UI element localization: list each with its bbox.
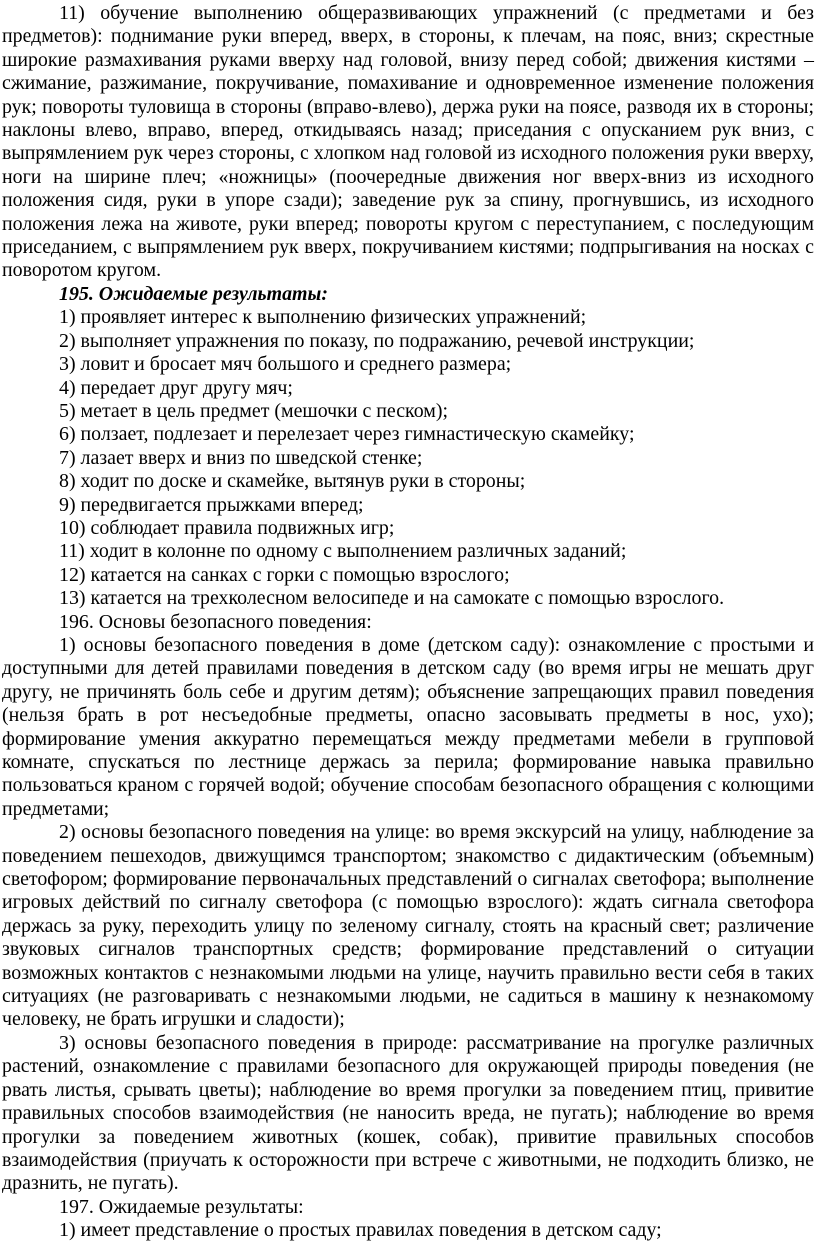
list-item: 1) проявляет интерес к выполнению физических упражнений; [59, 306, 587, 329]
section-196-title: 196. Основы безопасного поведения: [59, 610, 372, 633]
list-item: 5) метает в цель предмет (мешочки с песком); [59, 399, 449, 422]
heading-195-expected-results: 195. Ожидаемые результаты: [59, 282, 328, 305]
list-item: 4) передает друг другу мяч; [59, 376, 293, 399]
list-item: 8) ходит по доске и скамейке, вытянув руки в стороны; [59, 470, 526, 493]
list-item: 13) катается на трехколесном велосипеде и на самокате с помощью взрослого. [59, 587, 725, 610]
section-197-title: 197. Ожидаемые результаты: [59, 1195, 304, 1218]
list-item: 12) катается на санках с горки с помощью взрослого; [59, 563, 510, 586]
list-item: 2) выполняет упражнения по показу, по подражанию, речевой инструкции; [59, 329, 695, 352]
list-item: 9) передвигается прыжками вперед; [59, 493, 364, 516]
paragraph-safety-street: 2) основы безопасного поведения на улице: во время экскурсий на улицу, наблюдение за поведением пешеходов, движущимся транспортом; знакомство с дидактическим (объемным) светофором; формирование первоначальных представлений о сигналах светофора; выполнение игровых действий по сигналу светофора (с помощью взрослого): ждать сигнала светофора держась за руку, переходить улицу по зеленому сигналу, стоять на красный свет; различение звуковых сигналов транспортных средств; формирование представлений о ситуации возможных контактов с незнакомыми людьми на улице, научить правильно вести себя в таких ситуациях (не разговаривать с незнакомыми людьми, не садиться в машину к незнакомому человеку, не брать игрушки и сладости); [2, 821, 814, 1031]
paragraph-safety-home: 1) основы безопасного поведения в доме (детском саду): ознакомление с простыми и доступными для детей правилами поведения в детском саду (во время игры не мешать друг другу, не причинять боль себе и другим детям); объяснение запрещающих правил поведения (нельзя брать в рот несъедобные предметы, опасно засовывать предметы в нос, ухо); формирование умения аккуратно перемещаться между предметами мебели в групповой комнате, спускаться по лестнице держась за перила; формирование навыка правильно пользоваться краном с горячей водой; обучение способам безопасного обращения с колющими предметами; [2, 633, 814, 820]
paragraph-safety-nature: 3) основы безопасного поведения в природе: рассматривание на прогулке различных растений, ознакомление с правилами безопасного для окружающей природы поведения (не рвать листья, срывать цветы); наблюдение во время прогулки за поведением птиц, привитие правильных способов взаимодействия (не наносить вреда, не пугать); наблюдение во время прогулки за поведением животных (кошек, собак), привитие правильных способов взаимодействия (приучать к осторожности при встрече с животными, не подходить близко, не дразнить, не пугать). [2, 1031, 814, 1195]
list-item: 10) соблюдает правила подвижных игр; [59, 516, 395, 539]
list-item: 3) ловит и бросает мяч большого и среднего размера; [59, 353, 512, 376]
list-item: 6) ползает, подлезает и перелезает через гимнастическую скамейку; [59, 423, 635, 446]
list-item: 7) лазает вверх и вниз по шведской стенке; [59, 446, 423, 469]
paragraph-exercises: 11) обучение выполнению общеразвивающих упражнений (с предметами и без предметов): поднимание руки вперед, вверх, в стороны, к плечам, на пояс, вниз; скрестные широкие размахивания руками вверху над головой, внизу перед собой; движения кистями – сжимание, разжимание, покручивание, помахивание и одновременное изменение положения рук; повороты туловища в стороны (вправо-влево), держа руки на поясе, разводя их в стороны; наклоны влево, вправо, вперед, откидываясь назад; приседания с опусканием рук вниз, с выпрямлением рук через стороны, с хлопком над головой из исходного положения руки вверху, ноги на ширине плеч; «ножницы» (поочередные движения ног вверх-вниз из исходного положения сидя, руки в упоре сзади); заведение рук за спину, прогнувшись, из исходного положения лежа на животе, руки вперед; повороты кругом с переступанием, с последующим приседанием, с выпрямлением рук вверх, покручиванием кистями; подпрыгивания на носках с поворотом кругом. [2, 2, 814, 282]
list-item: 11) ходит в колонне по одному с выполнением различных заданий; [59, 540, 627, 563]
list-item: 1) имеет представление о простых правилах поведения в детском саду; [59, 1219, 662, 1242]
